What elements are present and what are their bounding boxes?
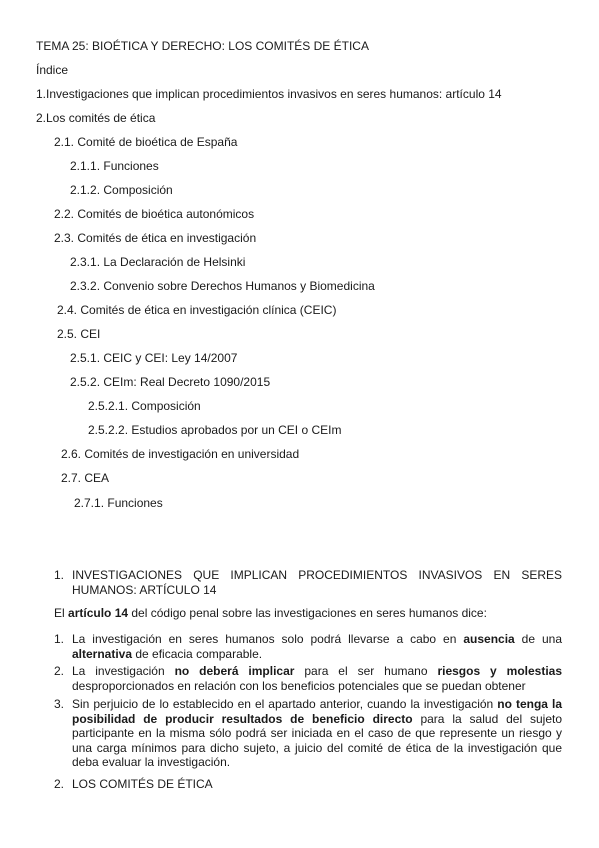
toc-entry: 2.5.2. CEIm: Real Decreto 1090/2015	[70, 375, 271, 389]
toc-entry: 2.5.2.1. Composición	[88, 399, 201, 413]
index-heading: Índice	[36, 63, 69, 77]
document-title: TEMA 25: BIOÉTICA Y DERECHO: LOS COMITÉS DE ÉTICA	[36, 39, 369, 53]
item-text: para la salud del sujeto participante en la misma sólo podrá ser iniciada en el caso de que represente un riesgo y una carga mínimos para dicho sujeto, a juicio del comité de ética de la investigación que deba evaluar la investigación.	[72, 711, 563, 769]
toc-entry: 2.7.1. Funciones	[74, 496, 163, 510]
item-bold-text: no deberá implicar	[174, 664, 295, 678]
list-item	[72, 664, 562, 693]
item-text: desproporcionados en relación con los beneficios potenciales que se puedan obtener	[72, 678, 526, 693]
toc-entry: 2.1.2. Composición	[70, 183, 173, 197]
list-item	[72, 697, 562, 770]
list-item-number: 1.	[54, 632, 65, 646]
list-item-number: 3.	[54, 697, 65, 711]
item-text: de una	[514, 632, 562, 646]
section-number: 2.	[54, 777, 65, 791]
item-text: para el ser humano	[294, 664, 438, 678]
item-bold-text: no tenga la posibilidad de producir resultados de beneficio directo	[72, 697, 562, 726]
intro-bold-text: artículo 14	[68, 606, 129, 620]
toc-entry: 2.5. CEI	[57, 327, 101, 341]
item-bold-text: ausencia	[463, 632, 515, 646]
toc-entry: 2.5.1. CEIC y CEI: Ley 14/2007	[70, 351, 238, 365]
intro-text: El	[54, 606, 69, 620]
toc-entry: 2.Los comités de ética	[36, 111, 156, 125]
item-text: La investigación en seres humanos solo podrá llevarse a cabo en	[72, 632, 464, 646]
toc-entry: 1.Investigaciones que implican procedimientos invasivos en seres humanos: artículo 14	[36, 87, 502, 101]
item-bold-text: riesgos y molestias	[437, 664, 563, 678]
intro-text: del código penal sobre las investigaciones en seres humanos dice:	[128, 606, 487, 620]
item-text: de eficacia comparable.	[132, 646, 263, 661]
list-item	[72, 632, 562, 661]
section-number: 1.	[54, 568, 65, 582]
toc-entry: 2.5.2.2. Estudios aprobados por un CEI o CEIm	[88, 423, 342, 437]
item-bold-text: alternativa	[72, 646, 133, 661]
toc-entry: 2.3.1. La Declaración de Helsinki	[70, 255, 246, 269]
toc-entry: 2.2. Comités de bioética autonómicos	[54, 207, 255, 221]
toc-entry: 2.3. Comités de ética en investigación	[54, 231, 257, 245]
toc-entry: 2.1. Comité de bioética de España	[54, 135, 238, 149]
item-text: La investigación	[72, 664, 175, 678]
toc-entry: 2.7. CEA	[61, 471, 110, 485]
section-title: INVESTIGACIONES QUE IMPLICAN PROCEDIMIENTOS INVASIVOS EN SERES HUMANOS: ARTÍCULO 14	[72, 568, 562, 597]
toc-entry: 2.4. Comités de ética en investigación clínica (CEIC)	[57, 303, 337, 317]
toc-entry: 2.3.2. Convenio sobre Derechos Humanos y Biomedicina	[70, 279, 375, 293]
toc-entry: 2.1.1. Funciones	[70, 159, 159, 173]
toc-entry: 2.6. Comités de investigación en universidad	[61, 447, 300, 461]
intro-paragraph	[54, 606, 487, 620]
item-text: Sin perjuicio de lo establecido en el apartado anterior, cuando la investigación	[72, 697, 498, 711]
list-item-number: 2.	[54, 664, 65, 678]
section-title: LOS COMITÉS DE ÉTICA	[72, 777, 213, 791]
